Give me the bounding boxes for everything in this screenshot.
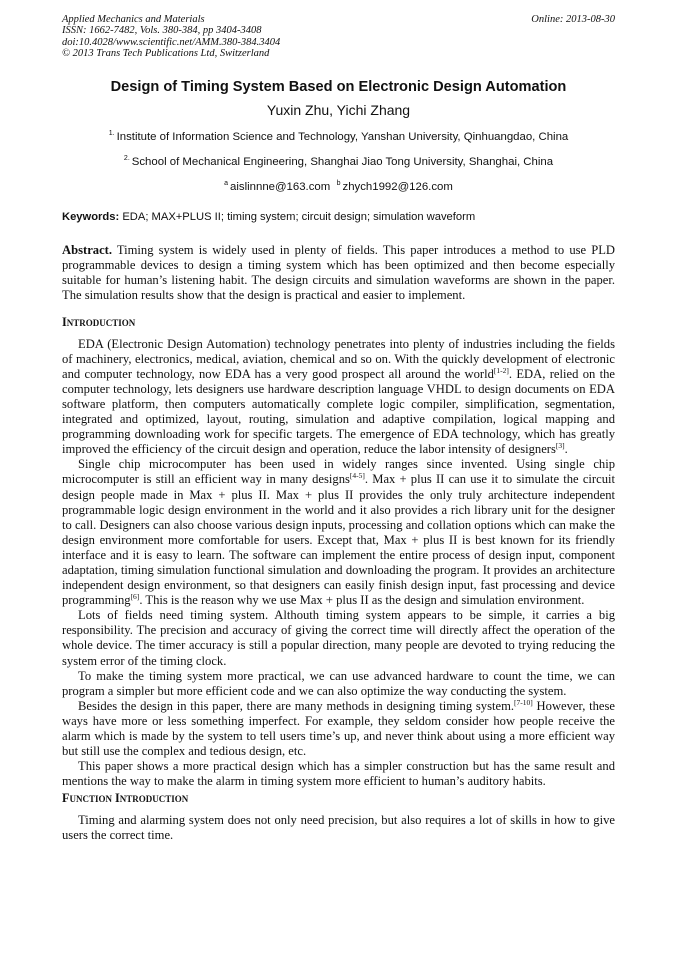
journal-copyright: © 2013 Trans Tech Publications Ltd, Switzerland [62,47,270,59]
intro-p5-text-b: However, these ways have more or less something imperfect. For example, they seldom consider how people receive the alarm which is made by the system to tell users time’s up, and never think about using a more efficient way but still use the complex and tedious design, etc. [62,698,615,759]
intro-p2-text-b: . Max + plus II can use it to simulate the circuit design people made in Max + plus II. Max + plus II provides the only truly architecture independent programmable logic design environment in the world and it also provides a rich library unit for the designer to call. Designers can also choose various design inputs, processing and collation options which can make the design environment more comfortable for users. Except that, Max + plus II is best known for its friendly interface and it is easy to learn. The software can implement the entire process of design input, component adaptation, timing simulation functional simulation and downloading the program. It provides an architecture independent design environment, so that designers can easily finish design input, fast processing and device programming [62,472,615,608]
intro-p1-text-b: . EDA, relied on the computer technology, lets designers use hardware description language VHDL to design documents on EDA software platform, then computers automatically complete logic compiler, simplification, segmentation, integrated and optimized, layout, routing, simulation and adaptive compilation, logical mapping and programming downloading work for specific targets. The emergence of EDA technology, which has greatly improved the efficiency of the circuit design and operation, reduce the labor intensity of designers [62,366,615,457]
keywords [62,210,615,224]
journal-name: Applied Mechanics and Materials [62,14,205,25]
citation-7-10: [7-10] [514,697,533,707]
intro-p1-text-c: . [564,442,568,457]
email-a-mark: a [224,180,229,188]
keywords-label: Keywords: [62,211,120,224]
email-a: aislinnne@163.com [230,181,331,194]
affiliation-2 [62,152,615,169]
affiliation-2-mark: 2. [123,155,130,163]
online-date: Online: 2013-08-30 [531,14,615,25]
abstract-text: Timing system is widely used in plenty of fields. This paper introduces a method to use PLD programmable devices to design a timing system which has been optimized and then become especially suitable for human’s listening habit. The design circuits and simulation waveforms are shown in the paper. The simulation results show that the design is practical and easier to implement. [62,243,615,303]
intro-paragraph-2 [62,457,615,608]
journal-issn: ISSN: 1662-7482, Vols. 380-384, pp 3404-3408 [62,25,262,37]
intro-paragraph-1 [62,337,615,458]
intro-paragraph-5 [62,699,615,759]
keywords-text: EDA; MAX+PLUS II; timing system; circuit design; simulation waveform [122,211,476,224]
affiliation-2-text: School of Mechanical Engineering, Shanghai Jiao Tong University, Shanghai, China [131,156,554,169]
abstract-label: Abstract. [62,243,113,258]
intro-p1-text-a: EDA (Electronic Design Automation) technology penetrates into plenty of industries including the fields of machinery, electronics, medical, aviation, chemical and so on. With the quickly development of electronic and computer technology, now EDA has a very good prospect all around the world [62,336,615,381]
author-emails [62,177,615,194]
journal-doi: doi:10.4028/www.scientific.net/AMM.380-384.3404 [62,36,281,48]
citation-1-2: [1-2] [493,365,509,375]
intro-p2-text-a: Single chip microcomputer has been used in widely ranges since invented. Using single chip microcomputer is still an efficient way in many designs [62,457,615,487]
paper-authors: Yuxin Zhu, Yichi Zhang [266,102,411,119]
intro-paragraph-4: To make the timing system more practical, we can use advanced hardware to count the time, we can program a simpler but more efficient code and we can also optimize the way conducting the system. [62,668,615,698]
intro-p5-text-a: Besides the design in this paper, there are many methods in designing timing system. [78,698,515,713]
affiliation-1-text: Institute of Information Science and Technology, Yanshan University, Qinhuangdao, China [116,131,569,144]
section-heading-function-introduction: Function Introduction [62,791,189,806]
email-b-mark: b [336,180,341,188]
citation-6: [6] [130,592,140,602]
email-b: zhych1992@126.com [342,181,453,194]
section-heading-introduction: Introduction [62,314,136,329]
intro-paragraph-6: This paper shows a more practical design which has a simpler construction but has the same result and mentions the way to make the alarm in timing system more efficient to human’s auditory habits. [62,759,615,789]
abstract [62,243,615,303]
paper-page [62,14,615,844]
citation-4-5: [4-5] [349,471,365,481]
citation-3: [3] [555,441,565,451]
journal-header [62,14,615,59]
intro-paragraph-3: Lots of fields need timing system. Althouth timing system appears to be simple, it carries a big responsibility. The precision and accuracy of giving the correct time will directly affect the operation of the whole device. The timer accuracy is still a popular direction, many people are devoted to trying reducing the system error of the timing clock. [62,608,615,668]
affiliation-1-mark: 1. [108,130,115,138]
affiliation-1 [62,127,615,144]
intro-p2-text-c: . This is the reason why we use Max + plus II as the design and simulation environment. [139,593,585,608]
function-paragraph-1: Timing and alarming system does not only need precision, but also requires a lot of skills in how to give users the correct time. [62,813,615,843]
paper-title: Design of Timing System Based on Electronic Design Automation [110,79,567,96]
